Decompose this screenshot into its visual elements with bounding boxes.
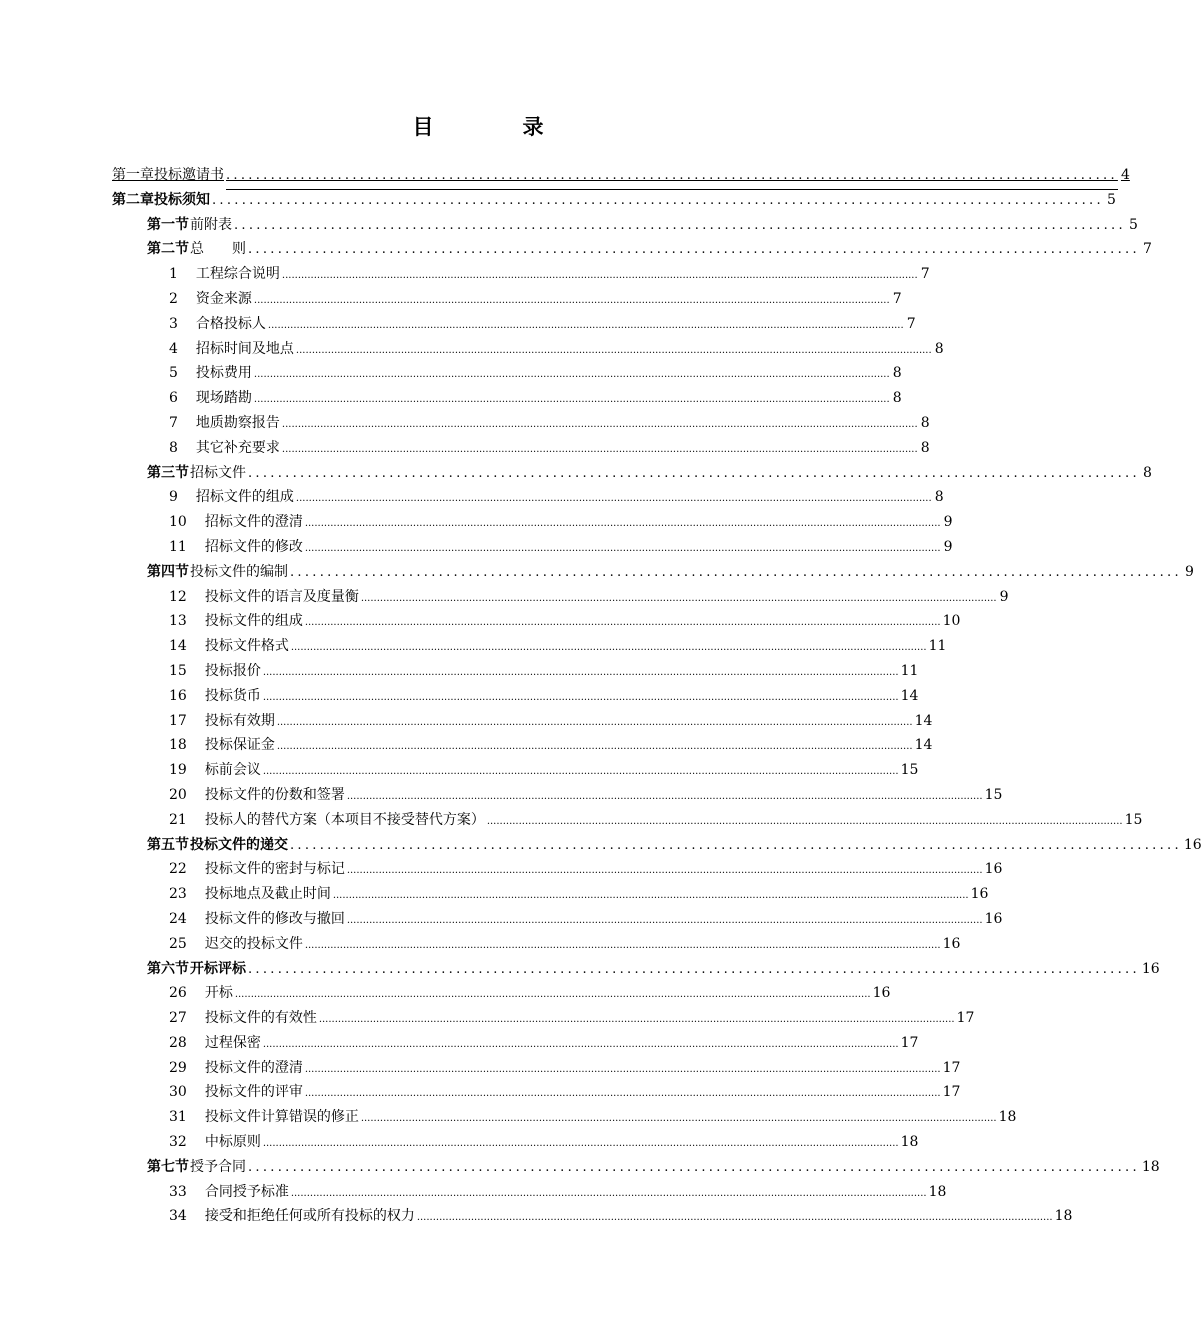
toc-entry-title: 现场踏勘 [195,390,252,407]
toc-entry[interactable] [112,237,1152,262]
toc-entry-page: 7 [1142,241,1152,258]
toc-entry-number: 28 [169,1034,187,1051]
toc-entry[interactable] [112,1130,919,1155]
toc-leader-dots: ........................................................................................................................................................................................................ [262,666,899,678]
toc-leader-dots: ........................................................................................................................................................................................................ [281,443,918,455]
toc-entry-page: 10 [942,613,961,630]
toc-entry-title: 招标文件 [190,464,246,481]
toc-entry-title: 投标货币 [204,687,261,704]
toc-leader-dots: ........................................................................................................................................................................................................ [290,642,927,654]
toc-leader-dots: ........................................................................................................................ [248,961,1140,977]
toc-entry-title: 开标评标 [190,960,246,977]
toc-entry-page: 9 [943,514,953,531]
toc-leader-dots: ........................................................................................................................................................................................................ [253,294,890,306]
toc-entry-page: 5 [1106,191,1116,208]
toc-leader-dots: ........................................................................................................................................................................................................ [304,542,941,554]
toc-entry-title: 投标文件的澄清 [204,1059,303,1076]
toc-entry-page: 18 [998,1109,1017,1126]
toc-entry-page: 15 [984,786,1003,803]
toc-entry[interactable] [112,808,1143,833]
toc-entry-page: 7 [920,266,930,283]
toc-entry-page: 17 [900,1034,919,1051]
toc-entry-title: 招标文件的组成 [195,489,294,506]
toc-entry-number: 第三节 [147,464,189,481]
toc-entry-number: 33 [169,1183,187,1200]
toc-entry-page: 18 [900,1134,919,1151]
toc-leader-dots: ........................................................................................................................................................................................................ [234,989,871,1001]
toc-entry-title: 迟交的投标文件 [204,935,303,952]
toc-entry-page: 8 [920,414,930,431]
toc-entry-title: 投标文件的评审 [204,1084,303,1101]
toc-entry-title: 投标文件的密封与标记 [204,861,345,878]
toc-leader-dots: ........................................................................................................................................................................................................ [262,691,899,703]
toc-entry-page: 15 [1124,811,1143,828]
toc-entry-title: 资金来源 [195,290,252,307]
toc-entry-title: 开标 [204,985,233,1002]
toc-entry-number: 17 [169,712,187,729]
toc-entry-number: 2 [169,290,178,307]
toc-entry[interactable] [112,634,947,659]
toc-entry-page: 17 [956,1010,975,1027]
toc-entry-title: 投标须知 [154,191,210,208]
toc-leader-dots: ........................................................................................................................................................................................................ [304,1088,941,1100]
toc-entry[interactable] [112,659,919,684]
toc-entry[interactable] [112,833,1202,858]
table-of-contents [112,163,1202,1229]
toc-entry-page: 7 [906,315,916,332]
toc-entry[interactable] [112,1031,919,1056]
toc-entry-page: 7 [892,290,902,307]
toc-entry-title: 地质勘察报告 [195,414,280,431]
toc-entry-number: 3 [169,315,178,332]
toc-entry-number: 22 [169,861,187,878]
toc-entry-number: 12 [169,588,187,605]
toc-entry[interactable] [112,733,933,758]
toc-entry-page: 16 [942,935,961,952]
toc-entry[interactable] [112,1155,1160,1180]
toc-entry-title: 投标地点及截止时间 [204,886,331,903]
toc-entry[interactable] [112,262,930,287]
toc-entry-title: 投标人的替代方案（本项目不接受替代方案） [204,811,485,828]
toc-entry[interactable] [112,386,902,411]
toc-entry-number: 7 [169,414,178,431]
toc-leader-dots: ........................................................................................................................ [290,564,1182,580]
toc-entry[interactable] [112,485,944,510]
toc-entry-page: 9 [999,588,1009,605]
toc-entry-number: 13 [169,613,187,630]
toc-entry[interactable] [112,436,930,461]
toc-entry-page: 11 [928,638,947,655]
toc-entry-page: 4 [1120,167,1130,183]
toc-entry[interactable] [112,337,944,362]
toc-entry-title: 合格投标人 [195,315,266,332]
toc-entry[interactable] [112,461,1152,486]
toc-leader-dots: ........................................................................................................................ [290,837,1182,853]
toc-entry-number: 1 [169,266,178,283]
toc-entry-number: 30 [169,1084,187,1101]
toc-entry-page: 8 [934,340,944,357]
toc-entry-page: 14 [914,712,933,729]
toc-entry-title: 投标文件的组成 [204,613,303,630]
toc-entry[interactable] [112,535,953,560]
toc-entry-page: 5 [1128,216,1138,233]
toc-entry[interactable] [112,510,953,535]
toc-entry-title: 投标文件计算错误的修正 [204,1109,359,1126]
toc-entry-page: 8 [934,489,944,506]
toc-entry-page: 8 [920,439,930,456]
document-title: 目 录 [412,115,578,139]
toc-entry[interactable] [112,361,902,386]
toc-entry[interactable] [112,163,1130,188]
toc-entry[interactable] [112,1180,947,1205]
toc-leader-dots: ........................................................................................................................................................................................................ [360,592,997,604]
toc-leader-dots: ........................................................................................................................ [248,465,1140,481]
toc-leader-dots: ........................................................................................................................................................................................................ [262,766,899,778]
toc-entry[interactable] [112,907,1003,932]
toc-entry-number: 第四节 [147,563,189,580]
toc-entry[interactable] [112,560,1194,585]
toc-entry-page: 14 [900,687,919,704]
toc-entry[interactable] [112,213,1138,238]
toc-entry[interactable] [112,609,961,634]
toc-entry[interactable] [112,684,919,709]
toc-entry-number: 第六节 [147,960,189,977]
toc-entry-number: 14 [169,638,187,655]
toc-entry-number: 31 [169,1109,187,1126]
toc-entry[interactable] [112,882,989,907]
toc-entry-number: 29 [169,1059,187,1076]
toc-entry-page: 8 [1142,464,1152,481]
toc-leader-dots: ........................................................................................................................................................................................................ [304,518,941,530]
toc-entry-number: 24 [169,910,187,927]
toc-entry-page: 15 [900,762,919,779]
toc-leader-dots: ........................................................................................................................................................................................................ [346,790,983,802]
toc-entry-title: 过程保密 [204,1034,261,1051]
toc-entry[interactable] [112,758,919,783]
toc-entry-title: 合同授予标准 [204,1183,289,1200]
toc-entry-number: 23 [169,886,187,903]
toc-entry-number: 15 [169,662,187,679]
toc-entry[interactable] [112,411,930,436]
toc-leader-dots: ........................................................................................................................................................................................................ [304,617,941,629]
toc-leader-dots: ........................................................................................................................ [248,242,1140,258]
toc-entry-number: 9 [169,489,178,506]
toc-leader-dots: ........................................................................................................................................................................................................ [304,939,941,951]
toc-leader-dots: ........................................................................................................................................................................................................ [295,493,932,505]
toc-entry-title: 投标文件的递交 [190,836,288,853]
toc-entry-page: 16 [984,861,1003,878]
toc-entry-number: 8 [169,439,178,456]
toc-entry-number: 4 [169,340,178,357]
toc-entry[interactable] [112,981,891,1006]
toc-entry-number: 19 [169,762,187,779]
toc-entry-number: 27 [169,1010,187,1027]
toc-entry-page: 8 [892,390,902,407]
toc-entry-number: 第一节 [147,216,189,233]
toc-entry[interactable] [112,932,961,957]
toc-entry-number: 32 [169,1134,187,1151]
toc-leader-dots: ........................................................................................................................................................................................................ [253,369,890,381]
toc-entry-number: 第一章 [112,167,154,183]
toc-entry-title: 投标文件的编制 [190,563,288,580]
toc-entry[interactable] [112,1080,961,1105]
toc-leader-dots: ........................................................................................................................ [212,192,1104,208]
toc-entry-title: 投标报价 [204,662,261,679]
toc-leader-dots: ........................................................................................................................................................................................................ [276,741,913,753]
toc-leader-dots: ........................................................................................................................ [248,1159,1140,1175]
toc-leader-dots: ........................................................................................................................................................................................................ [416,1212,1053,1224]
toc-leader-dots: ........................................................................................................................................................................................................ [486,815,1123,827]
toc-entry-page: 16 [1183,836,1202,853]
toc-entry-title: 投标文件的语言及度量衡 [204,588,359,605]
toc-leader-dots: ........................................................................................................................................................................................................ [295,344,932,356]
toc-entry-page: 18 [928,1183,947,1200]
toc-entry-title: 总 则 [190,241,246,258]
toc-entry[interactable] [112,709,933,734]
toc-entry-title: 投标保证金 [204,737,275,754]
toc-leader-dots: ........................................................................................................................ [234,217,1126,233]
toc-entry-number: 第七节 [147,1158,189,1175]
toc-entry-page: 16 [872,985,891,1002]
toc-entry-title: 授予合同 [190,1158,246,1175]
toc-entry-title: 工程综合说明 [195,266,280,283]
toc-entry-page: 17 [942,1059,961,1076]
toc-entry-page: 18 [1054,1208,1073,1225]
toc-entry-number: 第二节 [147,241,189,258]
toc-leader-dots: ........................................................................................................................................................................................................ [346,914,983,926]
toc-entry[interactable] [112,1006,975,1031]
toc-entry-title: 招标时间及地点 [195,340,294,357]
toc-entry-number: 25 [169,935,187,952]
toc-entry-page: 16 [984,910,1003,927]
toc-entry-number: 20 [169,786,187,803]
toc-entry[interactable] [112,585,1009,610]
toc-leader-dots: ........................................................................................................................................................................................................ [318,1014,955,1026]
toc-entry-title: 招标文件的修改 [204,538,303,555]
toc-leader-dots: ........................................................................................................................................................................................................ [332,890,969,902]
toc-entry-page: 14 [914,737,933,754]
toc-entry[interactable] [112,287,902,312]
toc-entry-page: 16 [970,886,989,903]
toc-leader-dots: ........................................................................................................................................................................................................ [290,1187,927,1199]
toc-entry-page: 16 [1141,960,1160,977]
toc-entry-title: 招标文件的澄清 [204,514,303,531]
toc-leader-dots: ........................................................................................................................................................................................................ [304,1063,941,1075]
toc-entry-page: 8 [892,365,902,382]
toc-entry-number: 21 [169,811,187,828]
toc-entry[interactable] [112,857,1003,882]
toc-leader-dots: ........................................................................................................................................................................................................ [262,1138,899,1150]
toc-entry-number: 6 [169,390,178,407]
toc-leader-dots: ........................................................................................................................................................................................................ [281,270,918,282]
toc-entry-number: 5 [169,365,178,382]
toc-leader-dots: ........................................................................................................................................................................................................ [276,716,913,728]
toc-entry-page: 11 [900,662,919,679]
toc-entry-title: 投标文件格式 [204,638,289,655]
toc-entry-number: 11 [169,538,187,555]
toc-entry-page: 17 [942,1084,961,1101]
toc-entry-title: 投标邀请书 [154,167,224,183]
toc-leader-dots: ........................................................................................................................................................................................................ [253,394,890,406]
toc-entry-title: 标前会议 [204,762,261,779]
toc-entry-title: 接受和拒绝任何或所有投标的权力 [204,1208,415,1225]
toc-entry-page: 18 [1141,1158,1160,1175]
toc-leader-dots: ........................................................................................................................................................................................................ [267,319,904,331]
toc-entry[interactable] [112,1105,1017,1130]
toc-entry-title: 中标原则 [204,1134,261,1151]
toc-entry-title: 前附表 [190,216,232,233]
toc-entry-title: 投标文件的份数和签署 [204,786,345,803]
toc-leader-dots: ........................................................................................................................................................................................................ [262,1038,899,1050]
toc-entry[interactable] [112,312,916,337]
toc-entry[interactable] [112,957,1160,982]
toc-entry[interactable] [112,783,1003,808]
toc-leader-dots: ........................................................................................................................................................................................................ [360,1113,997,1125]
toc-entry[interactable] [112,1056,961,1081]
toc-entry-number: 26 [169,985,187,1002]
toc-entry-title: 投标文件的修改与撤回 [204,910,345,927]
toc-leader-dots: ........................................................................................................................................................................................................ [346,865,983,877]
toc-entry-title: 其它补充要求 [195,439,280,456]
toc-entry-number: 18 [169,737,187,754]
toc-leader-dots: ........................................................................................................................ [226,164,1118,190]
toc-entry-number: 第二章 [112,191,154,208]
toc-entry-title: 投标费用 [195,365,252,382]
toc-leader-dots: ........................................................................................................................................................................................................ [281,418,918,430]
toc-entry-number: 10 [169,514,187,531]
toc-entry-page: 9 [943,538,953,555]
toc-entry-title: 投标文件的有效性 [204,1010,317,1027]
toc-entry-number: 第五节 [147,836,189,853]
toc-entry[interactable] [112,188,1116,213]
toc-entry[interactable] [112,1204,1073,1229]
toc-entry-page: 9 [1184,563,1194,580]
toc-entry-number: 34 [169,1208,187,1225]
toc-entry-title: 投标有效期 [204,712,275,729]
toc-entry-number: 16 [169,687,187,704]
